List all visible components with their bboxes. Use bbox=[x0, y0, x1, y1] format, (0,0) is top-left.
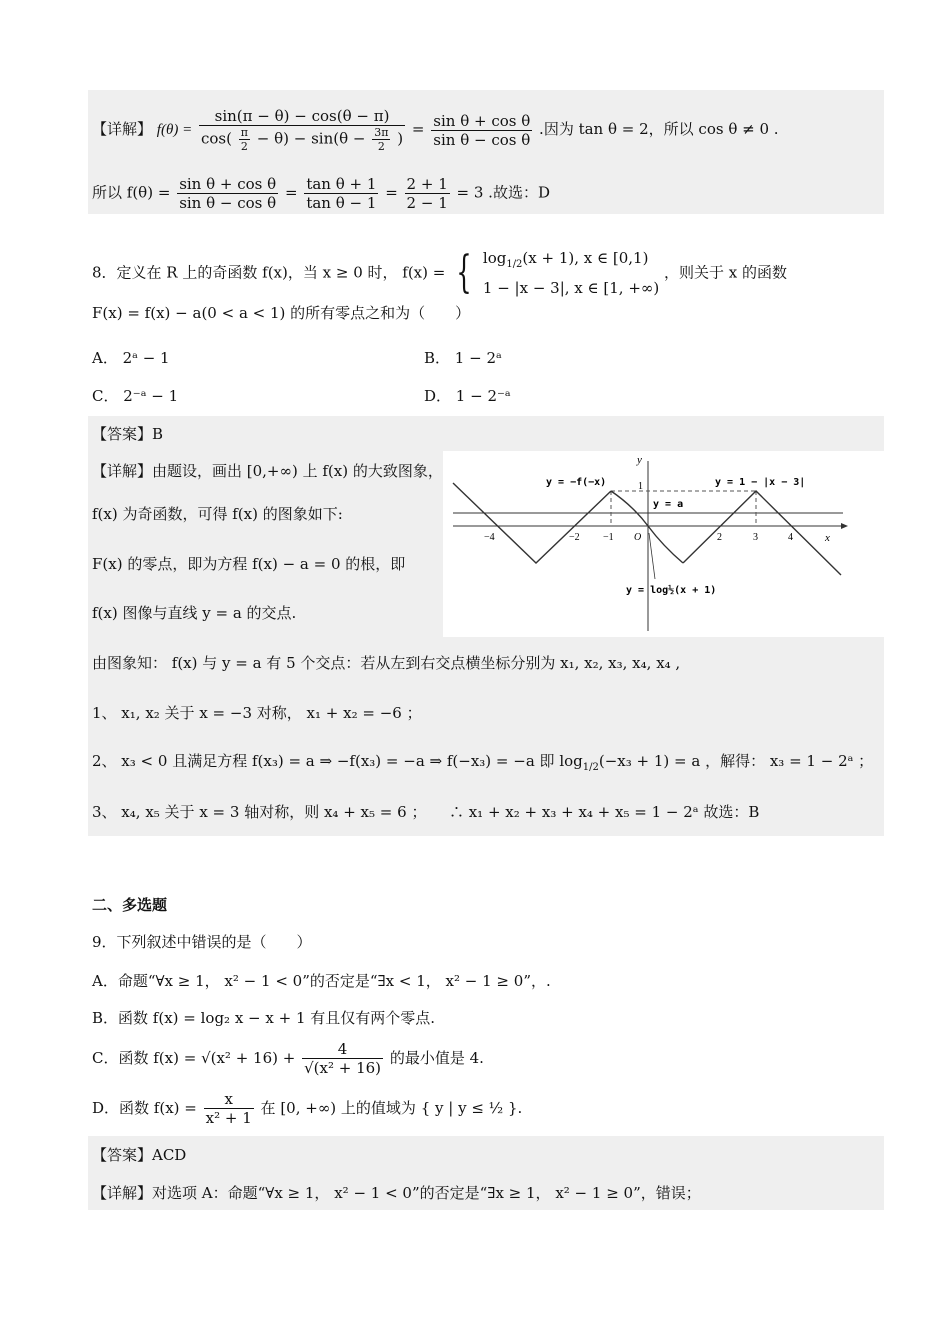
x-axis-arrow bbox=[841, 523, 848, 529]
tick-4: 4 bbox=[788, 532, 793, 543]
q8-detail-3: F(x) 的零点，即为方程 f(x) − a = 0 的根，即 bbox=[92, 555, 406, 573]
q8-detail-7: 2、 x₃ < 0 且满足方程 f(x₃) = a ⇒ −f(x₃) = −a ⇒ f(−x₃) = −a 即 $\log_{1/2}(-x_3 + 1) = a$ ，解得： x₃ = 1 − 2ᵃ ； bbox=[92, 752, 874, 773]
q9-stem: 9．下列叙述中错误的是（ ） bbox=[92, 933, 312, 951]
q8-option-b: B． 1 − 2ᵃ bbox=[424, 349, 502, 367]
label-y-equals-a: y = a bbox=[653, 499, 684, 510]
q8-detail-4: f(x) 图像与直线 y = a 的交点. bbox=[92, 604, 297, 622]
q8-stem-line-1: 8．定义在 R 上的奇函数 f(x)，当 x ≥ 0 时， f(x) = { $\log_{1/2}(x + 1)$, x ∈ [0,1) 1 − |x − 3|, x ∈ [1, +∞) ，则关于 x 的函数 bbox=[92, 244, 787, 303]
q9-answer: 【答案】ACD bbox=[92, 1146, 187, 1164]
curve-right-part bbox=[683, 491, 841, 575]
piecewise-brace: { bbox=[456, 247, 472, 299]
curve-left-part bbox=[453, 483, 611, 563]
log-label-pointer bbox=[649, 533, 655, 579]
label-log: y = log½(x + 1) bbox=[626, 585, 717, 596]
q8-detail-6: 1、 x₁, x₂ 关于 x = −3 对称， x₁ + x₂ = −6 ； bbox=[92, 704, 422, 722]
q8-detail-8: 3、 x₄, x₅ 关于 x = 3 轴对称，则 x₄ + x₅ = 6 ； ∴ x₁ + x₂ + x₃ + x₄ + x₅ = 1 − 2ᵃ 故选：B bbox=[92, 803, 760, 821]
q8-detail-5: 由图象知： f(x) 与 y = a 有 5 个交点：若从左到右交点横坐标分别为 x₁, x₂, x₃, x₄, x₄ , bbox=[92, 654, 681, 672]
q9-option-a: A．命题“∀x ≥ 1， x² − 1 < 0”的否定是“∃x < 1， x² − 1 ≥ 0”，. bbox=[92, 972, 551, 990]
q9-option-d: D．函数 f(x) = $\frac{x}{\text{x² + 1}}$ 在 [0, +∞) 上的值域为 { y | y ≤ ½ }. bbox=[92, 1090, 523, 1127]
tick-2: 2 bbox=[717, 532, 722, 543]
q9-option-b: B．函数 f(x) = log₂ x − x + 1 有且仅有两个零点. bbox=[92, 1009, 436, 1027]
q9-option-c: C．函数 f(x) = √(x² + 16) + $\frac{4}{\text{√(x² + 16)}}$ 的最小值是 4. bbox=[92, 1040, 484, 1077]
curve-log bbox=[648, 526, 683, 563]
tick-minus-4: −4 bbox=[484, 532, 495, 543]
tick-minus-2: −2 bbox=[569, 532, 580, 543]
q8-detail-2: f(x) 为奇函数，可得 f(x) 的图象如下: bbox=[92, 505, 343, 523]
q9-detail: 【详解】对选项 A：命题“∀x ≥ 1， x² − 1 < 0”的否定是“∃x ≥ 1， x² − 1 ≥ 0”，错误； bbox=[92, 1184, 701, 1202]
detail-line-1: 【详解】 f(θ) = sin(π − θ) − cos(θ − π) cos( $\frac{\pi}{2}$ − θ) − sin(θ − $\frac{3\pi}{2}$ ) = $\frac{\text{sin θ + cos θ}}{\text{sin θ − cos θ}}$ .因为 tan θ = 2，所以 cos θ ≠ 0 . bbox=[92, 107, 779, 154]
tick-3: 3 bbox=[753, 532, 758, 543]
y-axis-label: y bbox=[637, 454, 642, 466]
fraction-main: sin(π − θ) − cos(θ − π) cos( $\frac{\pi}{2}$ − θ) − sin(θ − $\frac{3\pi}{2}$ ) bbox=[200, 107, 404, 154]
origin-label: O bbox=[634, 532, 642, 543]
function-graph bbox=[443, 451, 885, 637]
section-title-multi-choice: 二、多选题 bbox=[92, 896, 168, 914]
q8-option-a: A． 2ᵃ − 1 bbox=[92, 349, 170, 367]
label-one-minus-abs: y = 1 − |x − 3| bbox=[715, 477, 806, 488]
q8-stem-line-2: F(x) = f(x) − a(0 < a < 1) 的所有零点之和为（ ） bbox=[92, 304, 471, 322]
q8-option-c: C． 2⁻ᵃ − 1 bbox=[92, 387, 179, 405]
label-neg-f-neg-x: y = −f(−x) bbox=[546, 477, 607, 488]
q8-option-d: D． 1 − 2⁻ᵃ bbox=[424, 387, 511, 405]
fraction-simplified: $\frac{\text{sin θ + cos θ}}{\text{sin θ − cos θ}}$ bbox=[433, 111, 531, 149]
x-axis-label: x bbox=[825, 532, 830, 544]
graph-svg bbox=[443, 451, 885, 637]
detail-tag: 【详解】 bbox=[92, 120, 153, 139]
q8-answer: 【答案】B bbox=[92, 425, 164, 443]
detail-line-2: 所以 f(θ) = $\frac{\text{sin θ + cos θ}}{\text{sin θ − cos θ}}$ = $\frac{\text{tan θ + 1}}{\text{tan θ − 1}}$ = $\frac{2 + 1}{2 - 1}$ = 3 .故选：D bbox=[92, 175, 550, 212]
tick-one: 1 bbox=[638, 481, 643, 492]
q8-detail-1: 【详解】由题设，画出 [0,+∞) 上 f(x) 的大致图象， bbox=[92, 462, 443, 480]
tick-minus-1: −1 bbox=[603, 532, 614, 543]
piecewise-cases: $\log_{1/2}(x + 1)$, x ∈ [0,1) 1 − |x − 3|, x ∈ [1, +∞) bbox=[482, 249, 660, 297]
curve-neg-log bbox=[611, 491, 648, 526]
